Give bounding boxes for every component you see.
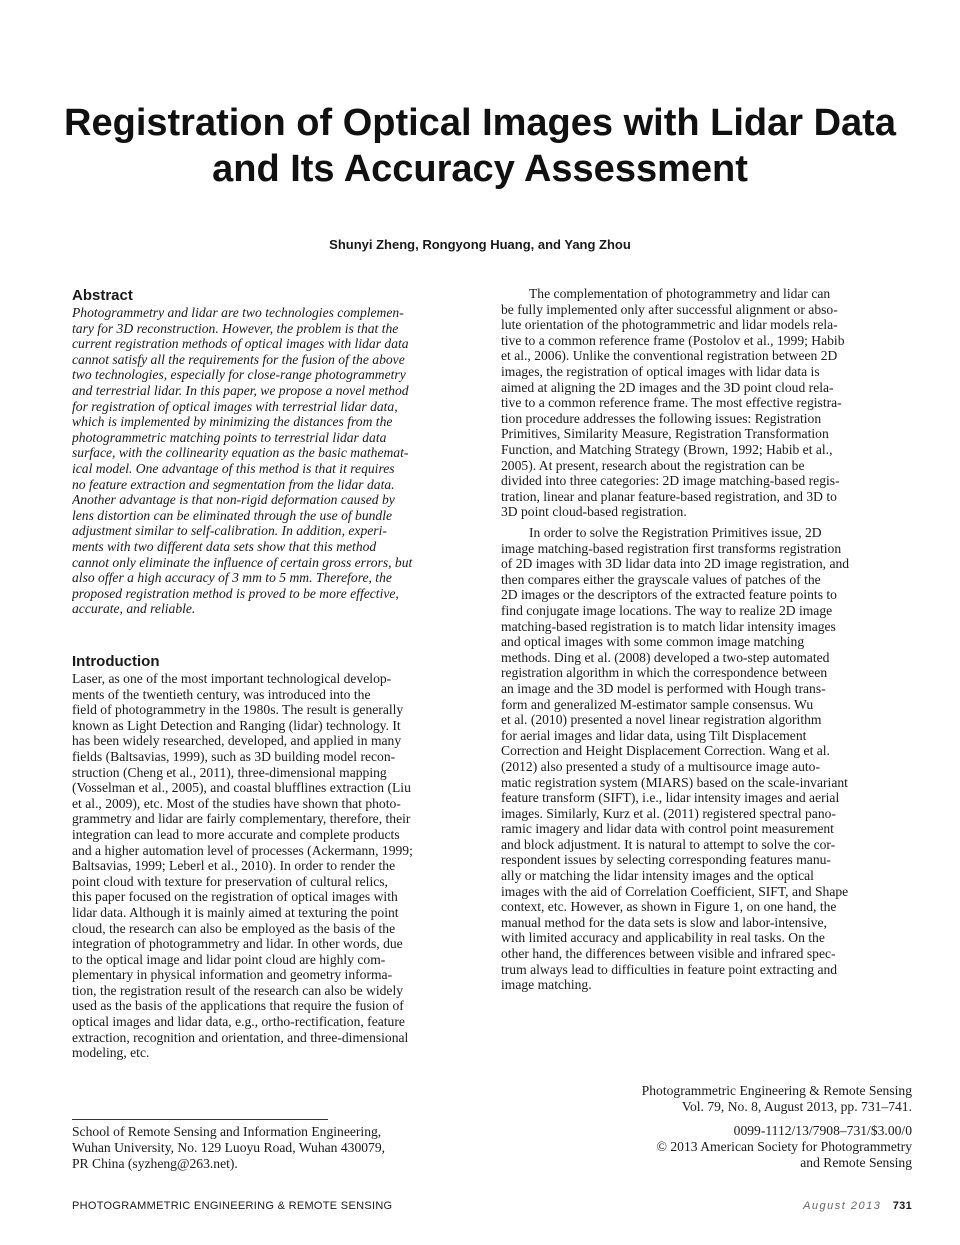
text-line: to the optical image and lidar point cloud are highly com- [72, 951, 386, 967]
text-line: images with the aid of Correlation Coefficient, SIFT, and Shape [501, 883, 849, 899]
text-line: find conjugate image locations. The way to realize 2D image [501, 602, 833, 618]
text-line: Primitives, Similarity Measure, Registration Transformation [501, 426, 829, 442]
text-line: photogrammetric matching points to terrestrial lidar data [72, 429, 387, 445]
text-line: image matching-based registration first transforms registration [501, 540, 842, 556]
text-line: School of Remote Sensing and Information Engineering, [72, 1124, 382, 1139]
text-line: ramic imagery and lidar data with control point measurement [501, 821, 834, 837]
introduction-heading: Introduction [72, 653, 160, 670]
abstract-body [72, 305, 484, 617]
text-line: lute orientation of the photogrammetric and lidar models rela- [501, 317, 838, 333]
text-line: and optical images with some common image matching [501, 634, 805, 650]
text-line: Photogrammetry and lidar are two technologies complemen- [72, 305, 404, 320]
text-line: images, the registration of optical images with lidar data is [501, 363, 820, 379]
text-line: cannot satisfy all the requirements for the fusion of the above [72, 351, 405, 367]
text-line: this paper focused on the registration of optical images with [72, 889, 398, 905]
issue-month: August 2013 [803, 1200, 882, 1212]
text-line: be fully implemented only after successful alignment or abso- [501, 301, 838, 317]
text-line: registration algorithm in which the correspondence between [501, 665, 828, 681]
text-line: Wuhan University, No. 129 Luoyu Road, Wuhan 430079, [72, 1140, 386, 1155]
text-line: has been widely researched, developed, and applied in many [72, 733, 402, 749]
text-line: et al., 2009), etc. Most of the studies have shown that photo- [72, 795, 401, 811]
running-footer-page [803, 1200, 912, 1212]
text-line: Vol. 79, No. 8, August 2013, pp. 731–741. [681, 1099, 912, 1114]
text-line: for registration of optical images with terrestrial lidar data, [72, 398, 398, 414]
text-line: current registration methods of optical images with lidar data [72, 336, 409, 352]
text-line: grammetry and lidar are fairly complementary, therefore, their [72, 811, 411, 827]
text-line: then compares either the grayscale values of patches of the [501, 571, 821, 587]
text-line: which is implemented by minimizing the distances from the [72, 414, 393, 430]
text-line: modeling, etc. [72, 1045, 150, 1061]
text-line: methods. Ding et al. (2008) developed a two-step automated [501, 649, 830, 665]
text-line: field of photogrammetry in the 1980s. The result is generally [72, 702, 404, 718]
text-line: two technologies, especially for close-range photogrammetry [72, 367, 406, 383]
text-line: of 2D images with 3D lidar data into 2D image registration, and [501, 556, 850, 572]
text-line: trum always lead to difficulties in feature point extracting and [501, 961, 838, 977]
text-line: no feature extraction and segmentation from the lidar data. [72, 476, 395, 492]
text-line: point cloud with texture for preservation of cultural relics, [72, 873, 388, 889]
text-line: extraction, recognition and orientation, and three-dimensional [72, 1029, 409, 1045]
text-line: fields (Baltsavias, 1999), such as 3D building model recon- [72, 748, 396, 764]
text-line: tion, the registration result of the research can also be widely [72, 982, 404, 998]
text-line: and Remote Sensing [800, 1155, 912, 1170]
text-line: and a higher automation level of processes (Ackermann, 1999; [72, 842, 413, 858]
text-line: for aerial images and lidar data, using Tilt Displacement [501, 727, 807, 743]
text-line: Correction and Height Displacement Correction. Wang et al. [501, 743, 830, 759]
text-line: cannot only eliminate the influence of certain gross errors, but [72, 554, 413, 570]
text-line: The complementation of photogrammetry and lidar can [529, 286, 831, 301]
text-line: used as the basis of the applications that require the fusion of [72, 998, 404, 1014]
text-line: lidar data. Although it is mainly aimed at texturing the point [72, 904, 399, 920]
journal-citation [572, 1083, 912, 1115]
text-line: (Vosselman et al., 2005), and coastal blufflines extraction (Liu [72, 780, 411, 796]
paper-title [40, 100, 920, 192]
text-line: accurate, and reliable. [72, 601, 196, 617]
text-line: and terrestrial lidar. In this paper, we propose a novel method [72, 382, 409, 398]
text-line: et al. (2010) presented a novel linear registration algorithm [501, 712, 822, 728]
text-line: matching-based registration is to match lidar intensity images [501, 618, 836, 634]
introduction-body [72, 671, 484, 1061]
text-line: tary for 3D reconstruction. However, the problem is that the [72, 320, 399, 336]
text-line: form and generalized M-estimator sample consensus. Wu [501, 696, 814, 712]
text-line: et al., 2006). Unlike the conventional registration between 2D [501, 348, 838, 364]
author-list: Shunyi Zheng, Rongyong Huang, and Yang Zhou [329, 237, 631, 252]
text-line: Function, and Matching Strategy (Brown, 1992; Habib et al., [501, 441, 833, 457]
text-line: tion procedure addresses the following issues: Registration [501, 410, 822, 426]
text-line: with limited accuracy and applicability in real tasks. On the [501, 930, 825, 946]
text-line: struction (Cheng et al., 2011), three-dimensional mapping [72, 764, 387, 780]
text-line: In order to solve the Registration Primitives issue, 2D [529, 525, 822, 540]
text-line: © 2013 American Society for Photogrammetry [656, 1139, 912, 1154]
title-line-1: Registration of Optical Images with Lidar Data [64, 102, 896, 144]
text-line: proposed registration method is proved to be more effective, [72, 585, 399, 601]
text-line: plementary in physical information and geometry informa- [72, 967, 393, 983]
text-line: surface, with the collinearity equation as the basic mathemat- [72, 445, 409, 461]
page-number: 731 [892, 1200, 912, 1212]
text-line: images. Similarly, Kurz et al. (2011) registered spectral pano- [501, 805, 836, 821]
right-column-paragraph-2 [501, 525, 913, 993]
text-line: integration can lead to more accurate and complete products [72, 826, 400, 842]
text-line: 0099-1112/13/7908–731/$3.00/0 [733, 1123, 912, 1138]
text-line: Baltsavias, 1999; Leberl et al., 2010). In order to render the [72, 858, 396, 874]
text-line: context, etc. However, as shown in Figure 1, on one hand, the [501, 899, 837, 915]
text-line: manual method for the data sets is slow and labor-intensive, [501, 914, 827, 930]
right-column-paragraph-1 [501, 286, 913, 520]
text-line: divided into three categories: 2D image matching-based regis- [501, 473, 840, 489]
text-line: tration, linear and planar feature-based registration, and 3D to [501, 488, 837, 504]
text-line: respondent issues by selecting corresponding features manu- [501, 852, 831, 868]
text-line: 3D point cloud-based registration. [501, 504, 687, 520]
text-line: lens distortion can be eliminated through the use of bundle [72, 507, 393, 523]
text-line: (2012) also presented a study of a multisource image auto- [501, 758, 820, 774]
text-line: integration of photogrammetry and lidar. In other words, due [72, 936, 403, 952]
text-line: an image and the 3D model is performed with Hough trans- [501, 680, 826, 696]
text-line: tive to a common reference frame. The most effective registra- [501, 395, 842, 411]
text-line: Another advantage is that non-rigid deformation caused by [72, 492, 395, 508]
text-line: 2005). At present, research about the registration can be [501, 457, 805, 473]
text-line: Photogrammetric Engineering & Remote Sensing [641, 1083, 912, 1098]
copyright-notice [572, 1123, 912, 1171]
text-line: matic registration system (MIARS) based on the scale-invariant [501, 774, 848, 790]
text-line: known as Light Detection and Ranging (lidar) technology. It [72, 717, 401, 733]
text-line: optical images and lidar data, e.g., ortho-rectification, feature [72, 1014, 405, 1030]
text-line: aimed at aligning the 2D images and the 3D point cloud rela- [501, 379, 834, 395]
text-line: cloud, the research can also be employed as the basis of the [72, 920, 396, 936]
text-line: ally or matching the lidar intensity images and the optical [501, 868, 814, 884]
text-line: Laser, as one of the most important technological develop- [72, 671, 392, 686]
text-line: adjustment similar to self-calibration. In addition, experi- [72, 523, 387, 539]
text-line: image matching. [501, 977, 592, 993]
text-line: ical model. One advantage of this method is that it requires [72, 460, 395, 476]
text-line: also offer a high accuracy of 3 mm to 5 mm. Therefore, the [72, 570, 392, 586]
text-line: and block adjustment. It is natural to attempt to solve the cor- [501, 836, 836, 852]
abstract-heading: Abstract [72, 287, 133, 304]
footnote-divider [72, 1119, 328, 1120]
text-line: tive to a common reference frame (Postolov et al., 1999; Habib [501, 332, 845, 348]
text-line: other hand, the differences between visible and infrared spec- [501, 946, 836, 962]
text-line: ments with two different data sets show that this method [72, 538, 377, 554]
running-footer-journal: PHOTOGRAMMETRIC ENGINEERING & REMOTE SENSING [72, 1200, 393, 1212]
title-line-2: and Its Accuracy Assessment [212, 148, 748, 190]
text-line: ments of the twentieth century, was introduced into the [72, 686, 371, 702]
affiliation-footnote [72, 1124, 385, 1172]
text-line: PR China (syzheng@263.net). [72, 1156, 238, 1171]
text-line: feature transform (SIFT), i.e., lidar intensity images and aerial [501, 790, 840, 806]
text-line: 2D images or the descriptors of the extracted feature points to [501, 587, 837, 603]
